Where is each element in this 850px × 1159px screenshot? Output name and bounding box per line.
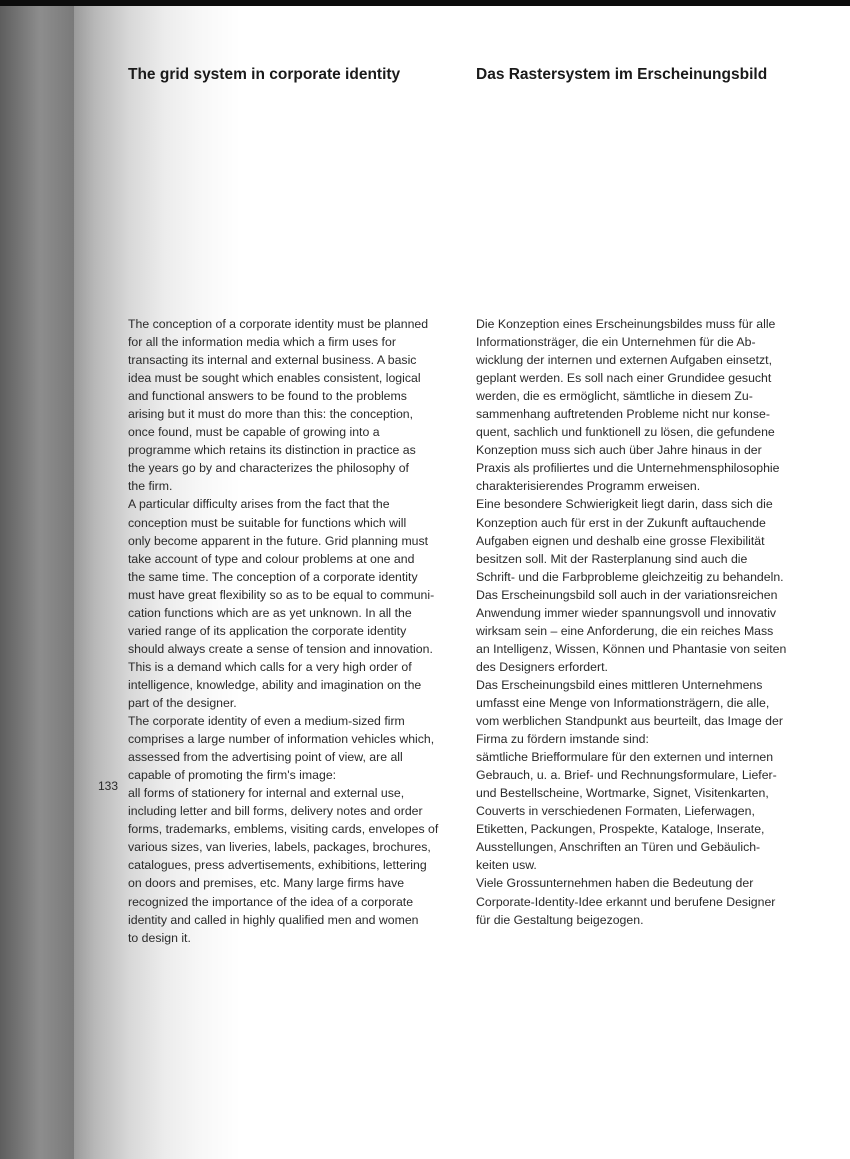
german-text-line: Die Konzeption eines Erscheinungsbildes muss für alle — [476, 317, 776, 331]
english-text-line: programme which retains its distinction in practice as — [128, 443, 416, 458]
german-text-line: werden, die es ermöglicht, sämtliche in diesem Zu- — [476, 389, 753, 404]
english-text-line: recognized the importance of the idea of a corporate — [128, 894, 414, 909]
german-text-line: Eine besondere Schwierigkeit liegt darin, dass sich die — [476, 497, 773, 512]
english-text-line: catalogues, press advertisements, exhibitions, lettering — [128, 858, 427, 873]
english-text-line: The corporate identity of even a medium-sized firm — [128, 714, 405, 729]
english-text-line: comprises a large number of information vehicles which, — [128, 732, 435, 747]
book-spine — [0, 0, 74, 1159]
english-text-line: various sizes, van liveries, labels, packages, brochures, — [128, 840, 431, 855]
english-text-line: should always create a sense of tension and innovation. — [128, 641, 433, 656]
english-text-line: the same time. The conception of a corporate identity — [128, 569, 418, 584]
german-text-line: Corporate-Identity-Idee erkannt und berufene Designer — [476, 894, 776, 909]
german-text-line: wirksam sein – eine Anforderung, die ein reiches Mass — [476, 623, 774, 638]
german-text-line: geplant werden. Es soll nach einer Grundidee gesucht — [476, 371, 772, 386]
english-title: The grid system in corporate identity — [128, 66, 401, 83]
german-text-line: Das Erscheinungsbild eines mittleren Unternehmens — [476, 677, 763, 692]
german-text-line: sammenhang auftretenden Probleme nicht nur konse- — [476, 407, 770, 422]
english-text-line: A particular difficulty arises from the fact that the — [128, 497, 390, 512]
english-text-line: forms, trademarks, emblems, visiting cards, envelopes of — [128, 822, 439, 837]
german-text-line: vom werblichen Standpunkt aus beurteilt, das Image der — [476, 714, 783, 729]
english-text-line: arising but it must do more than this: the conception, — [128, 407, 414, 422]
german-text-line: und Bestellscheine, Wortmarke, Signet, Visitenkarten, — [476, 786, 769, 801]
german-text-line: besitzen soll. Mit der Rasterplanung sind auch die — [476, 551, 748, 566]
english-text-line: varied range of its application the corporate identity — [128, 623, 407, 638]
german-text-line: Firma zu fördern imstande sind: — [476, 732, 649, 747]
german-text-line: Couverts in verschiedenen Formaten, Lieferwagen, — [476, 804, 755, 819]
german-text-line: charakterisierendes Programm erweisen. — [476, 479, 701, 494]
english-text-line: only become apparent in the future. Grid planning must — [128, 533, 429, 548]
english-text-line: This is a demand which calls for a very high order of — [128, 659, 412, 674]
german-title: Das Rastersystem im Erscheinungsbild — [476, 66, 768, 83]
english-text-line: idea must be sought which enables consistent, logical — [128, 371, 421, 386]
english-text-line: conception must be suitable for functions which will — [128, 515, 407, 530]
german-text-line: für die Gestaltung beigezogen. — [476, 912, 644, 927]
german-text-line: Praxis als profiliertes und die Unternehmensphilosophie — [476, 461, 780, 476]
english-text-line: on doors and premises, etc. Many large firms have — [128, 876, 405, 891]
german-text-line: des Designers erfordert. — [476, 659, 608, 674]
english-text-line: intelligence, knowledge, ability and imagination on the — [128, 677, 422, 692]
scan-top-edge — [0, 0, 850, 6]
english-text-line: part of the designer. — [128, 695, 237, 710]
german-text-line: Gebrauch, u. a. Brief- und Rechnungsformulare, Liefer- — [476, 768, 777, 783]
english-text-line: capable of promoting the firm's image: — [128, 768, 337, 783]
german-text-line: quent, sachlich und funktionell zu lösen, die gefundene — [476, 425, 775, 440]
german-text-line: Das Erscheinungsbild soll auch in der variationsreichen — [476, 587, 778, 602]
english-text-line: assessed from the advertising point of view, are all — [128, 750, 403, 765]
english-text-line: including letter and bill forms, delivery notes and order — [128, 804, 423, 819]
english-text-line: and functional answers to be found to the problems — [128, 389, 407, 404]
english-text-line: all forms of stationery for internal and external use, — [128, 786, 405, 801]
german-text-line: Viele Grossunternehmen haben die Bedeutung der — [476, 876, 754, 891]
german-text-line: Informationsträger, die ein Unternehmen für die Ab- — [476, 335, 756, 350]
german-text-line: Aufgaben eignen und deshalb eine grosse Flexibilität — [476, 533, 765, 548]
english-text-line: cation functions which are as yet unknown. In all the — [128, 605, 412, 620]
german-text-line: wicklung der internen und externen Aufgaben einsetzt, — [476, 353, 773, 368]
english-text-line: to design it. — [128, 930, 191, 945]
german-text-line: Ausstellungen, Anschriften an Türen und Gebäulich- — [476, 840, 761, 855]
german-text-line: Anwendung immer wieder spannungsvoll und innovativ — [476, 605, 777, 620]
english-text-line: must have great flexibility so as to be equal to communi- — [128, 587, 435, 602]
german-text-line: Etiketten, Packungen, Prospekte, Kataloge, Inserate, — [476, 822, 765, 837]
english-text-line: for all the information media which a firm uses for — [128, 335, 396, 350]
english-text-line: transacting its internal and external business. A basic — [128, 353, 417, 368]
english-text-column — [128, 315, 468, 947]
german-text-line: umfasst eine Menge von Informationsträgern, die alle, — [476, 695, 770, 710]
english-text-line: identity and called in highly qualified men and women — [128, 912, 419, 927]
english-text-line: The conception of a corporate identity must be planned — [128, 317, 429, 331]
german-text-line: Konzeption muss sich auch über Jahre hinaus in der — [476, 443, 762, 458]
english-text-line: the firm. — [128, 479, 173, 494]
german-text-line: Konzeption auch für erst in der Zukunft auftauchende — [476, 515, 766, 530]
english-text-line: once found, must be capable of growing into a — [128, 425, 380, 440]
page-number: 133 — [98, 779, 119, 793]
german-text-line: an Intelligenz, Wissen, Können und Phantasie von seiten — [476, 641, 787, 656]
german-text-column — [476, 315, 826, 929]
german-text-line: keiten usw. — [476, 858, 537, 873]
german-text-line: Schrift- und die Farbprobleme gleichzeitig zu behandeln. — [476, 569, 784, 584]
english-text-line: take account of type and colour problems at one and — [128, 551, 415, 566]
english-text-line: the years go by and characterizes the philosophy of — [128, 461, 409, 476]
german-text-line: sämtliche Briefformulare für den externen und internen — [476, 750, 774, 765]
